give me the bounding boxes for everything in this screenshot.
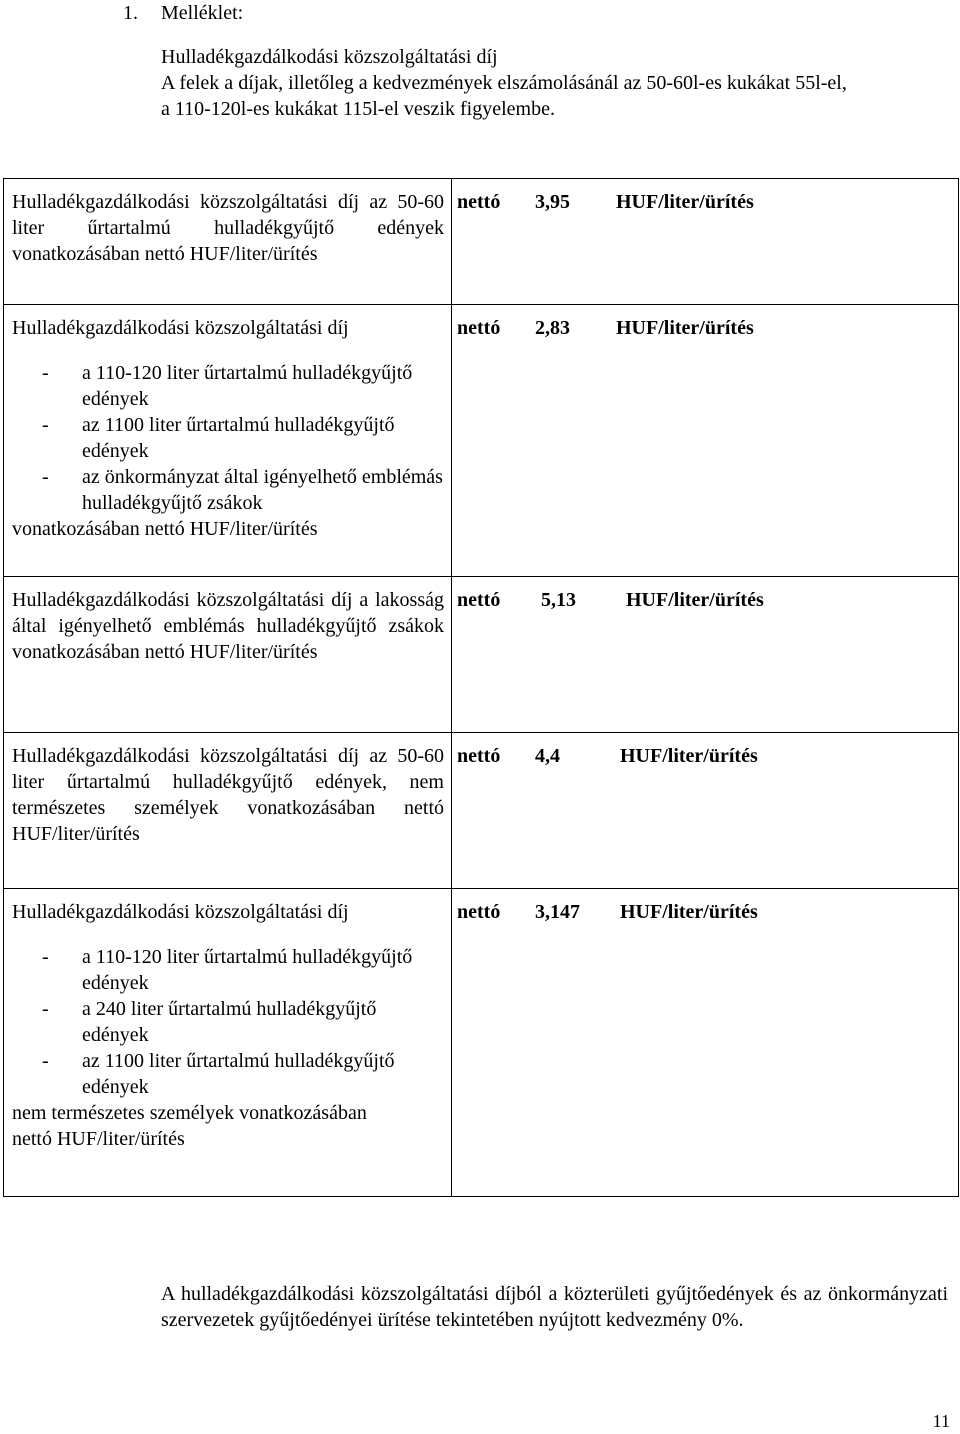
intro-paragraph	[161, 44, 956, 122]
fee-price-cell	[452, 577, 959, 733]
price-label: nettó	[457, 745, 501, 767]
price-label: nettó	[457, 191, 501, 213]
fee-description-cell	[4, 179, 452, 305]
intro-line: a 110-120l-es kukákat 115l-el veszik figyelembe.	[161, 98, 555, 120]
dash-bullet: -	[42, 998, 49, 1020]
discount-paragraph: A hulladékgazdálkodási közszolgáltatási díjból a közterületi gyűjtőedények és az önkormányzati szervezetek gyűjtőedényei ürítése tekintetében nyújtott kedvezmény 0%.	[161, 1283, 948, 1331]
fee-description	[4, 889, 451, 1152]
fee-price	[452, 577, 958, 613]
price-value: 5,13	[541, 589, 576, 611]
fee-description-tail: vonatkozásában nettó HUF/liter/ürítés	[12, 518, 318, 540]
fee-description-lead: Hulladékgazdálkodási közszolgáltatási díj	[12, 901, 349, 923]
fee-description: Hulladékgazdálkodási közszolgáltatási díj az 50-60 liter űrtartalmú hulladékgyűjtő edények vonatkozásában nettó HUF/liter/ürítés	[12, 191, 444, 265]
container-list	[12, 944, 444, 1100]
list-item: - a 240 liter űrtartalmú hulladékgyűjtő edények	[42, 998, 377, 1046]
fee-description-cell	[4, 577, 452, 733]
fee-row	[4, 733, 959, 889]
list-item: - a 110-120 liter űrtartalmú hulladékgyűjtő edények	[42, 946, 413, 994]
fee-description: Hulladékgazdálkodási közszolgáltatási díj a lakosság által igényelhető emblémás hulladékgyűjtő zsákok vonatkozásában nettó HUF/liter/ürítés	[12, 589, 444, 663]
price-value: 3,95	[535, 191, 570, 213]
fee-row	[4, 179, 959, 305]
fee-table	[3, 178, 959, 1197]
list-item: - az önkormányzat által igényelhető emblémás hulladékgyűjtő zsákok	[42, 466, 443, 514]
fee-description-cell	[4, 305, 452, 577]
fee-price-cell	[452, 889, 959, 1197]
fee-price-cell	[452, 179, 959, 305]
fee-row	[4, 889, 959, 1197]
fee-description-cell	[4, 733, 452, 889]
price-unit: HUF/liter/ürítés	[620, 901, 758, 923]
annex-heading	[123, 0, 243, 26]
intro-line: A felek a díjak, illetőleg a kedvezmények elszámolásánál az 50-60l-es kukákat 55l-el,	[161, 72, 847, 94]
fee-description	[4, 305, 451, 542]
fee-description-tail: nem természetes személyek vonatkozásában	[12, 1102, 367, 1124]
price-unit: HUF/liter/ürítés	[616, 317, 754, 339]
price-unit: HUF/liter/ürítés	[616, 191, 754, 213]
price-label: nettó	[457, 901, 501, 923]
fee-price-cell	[452, 733, 959, 889]
fee-price	[452, 305, 958, 341]
fee-row	[4, 577, 959, 733]
fee-description-lead: Hulladékgazdálkodási közszolgáltatási díj	[12, 317, 349, 339]
price-unit: HUF/liter/ürítés	[626, 589, 764, 611]
price-label: nettó	[457, 317, 501, 339]
price-label: nettó	[457, 589, 501, 611]
dash-bullet: -	[42, 414, 49, 436]
price-value: 3,147	[535, 901, 580, 923]
fee-price-cell	[452, 305, 959, 577]
fee-price	[452, 179, 958, 215]
fee-price	[452, 733, 958, 769]
list-item: - az 1100 liter űrtartalmú hulladékgyűjtő edények	[42, 414, 395, 462]
price-unit: HUF/liter/ürítés	[620, 745, 758, 767]
list-item: - a 110-120 liter űrtartalmú hulladékgyűjtő edények	[42, 362, 413, 410]
fee-description-cell	[4, 889, 452, 1197]
page-number: 11	[932, 1411, 950, 1431]
intro-line: Hulladékgazdálkodási közszolgáltatási díj	[161, 46, 498, 68]
container-list	[12, 360, 444, 516]
list-item: - az 1100 liter űrtartalmú hulladékgyűjtő edények	[42, 1050, 395, 1098]
dash-bullet: -	[42, 466, 49, 488]
fee-price	[452, 889, 958, 925]
fee-row	[4, 305, 959, 577]
price-value: 4,4	[535, 745, 560, 767]
fee-description-tail: nettó HUF/liter/ürítés	[12, 1128, 185, 1150]
annex-title: Melléklet:	[161, 2, 244, 24]
price-value: 2,83	[535, 317, 570, 339]
fee-description: Hulladékgazdálkodási közszolgáltatási díj az 50-60 liter űrtartalmú hulladékgyűjtő edények, nem természetes személyek vonatkozásában nettó HUF/liter/ürítés	[12, 745, 444, 845]
dash-bullet: -	[42, 1050, 49, 1072]
annex-number: 1.	[123, 2, 138, 24]
dash-bullet: -	[42, 362, 49, 384]
dash-bullet: -	[42, 946, 49, 968]
